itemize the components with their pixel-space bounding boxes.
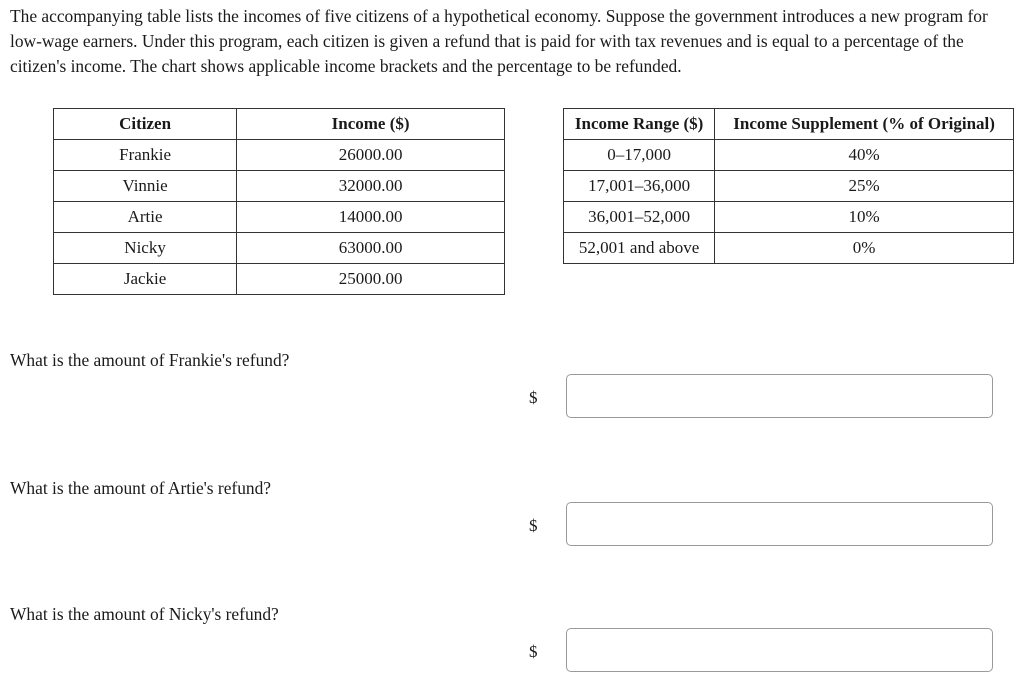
citizen-income-cell: 14000.00 (237, 202, 505, 233)
column-header-income-supplement: Income Supplement (% of Original) (715, 109, 1014, 140)
income-range-cell: 0–17,000 (564, 140, 715, 171)
citizen-income-cell: 25000.00 (237, 264, 505, 295)
column-header-citizen: Citizen (54, 109, 237, 140)
table-row (54, 202, 505, 233)
question-frankie-refund: What is the amount of Frankie's refund? (10, 350, 290, 370)
currency-symbol: $ (529, 516, 538, 535)
table-row (54, 171, 505, 202)
citizen-income-cell: 26000.00 (237, 140, 505, 171)
table-row (54, 264, 505, 295)
supplement-percent-cell: 0% (715, 233, 1014, 264)
supplement-percent-cell: 25% (715, 171, 1014, 202)
income-range-cell: 36,001–52,000 (564, 202, 715, 233)
citizen-income-table (53, 108, 505, 295)
table-row (564, 233, 1014, 264)
intro-text: The accompanying table lists the incomes of five citizens of a hypothetical economy. Suppose the government introduces a new program for low-wage earners. Under this program, each citizen is given a refund that is paid for with tax revenues and is equal to a percentage of the citizen's income. The chart shows applicable income brackets and the percentage to be refunded. (10, 6, 988, 76)
table-header-row (54, 109, 505, 140)
citizen-income-cell: 63000.00 (237, 233, 505, 264)
artie-refund-input[interactable] (566, 502, 993, 546)
income-range-cell: 17,001–36,000 (564, 171, 715, 202)
column-header-income-range: Income Range ($) (564, 109, 715, 140)
income-bracket-table (563, 108, 1014, 264)
citizen-name-cell: Vinnie (54, 171, 237, 202)
citizen-name-cell: Artie (54, 202, 237, 233)
income-range-cell: 52,001 and above (564, 233, 715, 264)
citizen-name-cell: Frankie (54, 140, 237, 171)
table-row (564, 202, 1014, 233)
citizen-name-cell: Nicky (54, 233, 237, 264)
currency-symbol: $ (529, 388, 538, 407)
question-artie-refund: What is the amount of Artie's refund? (10, 478, 272, 498)
currency-symbol: $ (529, 642, 538, 661)
table-header-row (564, 109, 1014, 140)
table-row (564, 171, 1014, 202)
supplement-percent-cell: 10% (715, 202, 1014, 233)
frankie-refund-input[interactable] (566, 374, 993, 418)
table-row (564, 140, 1014, 171)
citizen-income-cell: 32000.00 (237, 171, 505, 202)
table-row (54, 140, 505, 171)
table-row (54, 233, 505, 264)
column-header-income: Income ($) (237, 109, 505, 140)
citizen-name-cell: Jackie (54, 264, 237, 295)
nicky-refund-input[interactable] (566, 628, 993, 672)
question-nicky-refund: What is the amount of Nicky's refund? (10, 604, 279, 624)
supplement-percent-cell: 40% (715, 140, 1014, 171)
